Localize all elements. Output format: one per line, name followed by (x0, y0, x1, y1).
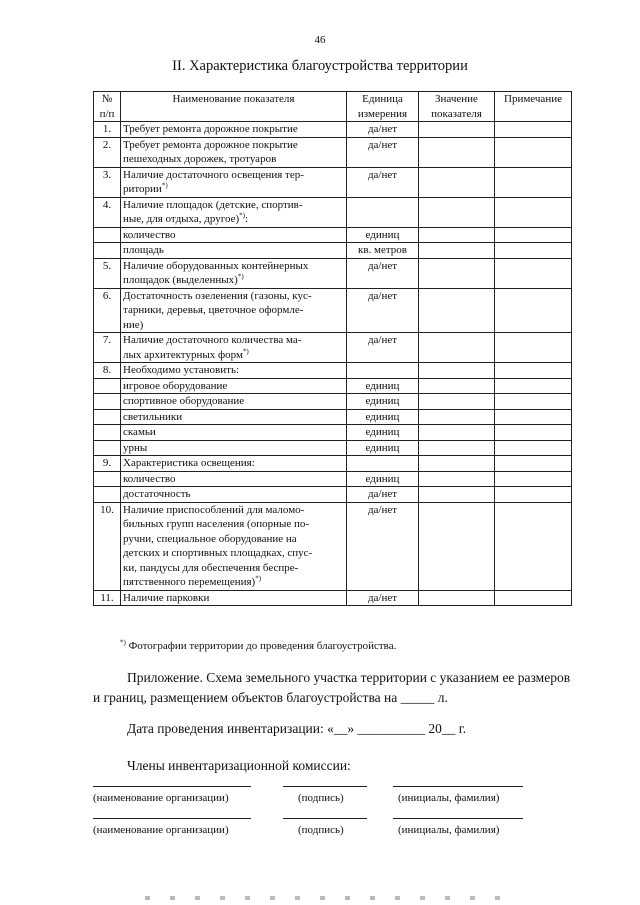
note-cell[interactable] (495, 440, 572, 456)
name-signature-line (393, 786, 523, 787)
unit-of-measure: да/нет (347, 122, 419, 138)
commission-members-label: Члены инвентаризационной комиссии: (127, 758, 351, 773)
row-number: 4. (94, 197, 121, 227)
table-row (94, 394, 572, 410)
note-cell[interactable] (495, 333, 572, 363)
unit-of-measure: единиц (347, 227, 419, 243)
signature-caption: (подпись) (298, 824, 344, 836)
header-note: Примечание (495, 92, 572, 122)
unit-of-measure: да/нет (347, 590, 419, 606)
value-cell[interactable] (419, 197, 495, 227)
table-row (94, 487, 572, 503)
header-number: № п/п (94, 92, 121, 122)
note-cell[interactable] (495, 456, 572, 472)
org-signature-line (93, 786, 251, 787)
value-cell[interactable] (419, 590, 495, 606)
header-unit: Единица измерения (347, 92, 419, 122)
page-number: 46 (314, 34, 326, 46)
value-cell[interactable] (419, 409, 495, 425)
indicator-name: игровое оборудование (121, 378, 347, 394)
note-cell[interactable] (495, 502, 572, 590)
table-row (94, 378, 572, 394)
unit-of-measure: да/нет (347, 333, 419, 363)
row-number: 9. (94, 456, 121, 472)
indicator-name: достаточность (121, 487, 347, 503)
value-cell[interactable] (419, 487, 495, 503)
note-cell[interactable] (495, 227, 572, 243)
signature-caption: (подпись) (298, 792, 344, 804)
table-row (94, 333, 572, 363)
signature-line (283, 786, 367, 787)
unit-of-measure: да/нет (347, 288, 419, 333)
indicator-name: Требует ремонта дорожное покрытие (121, 122, 347, 138)
table-row (94, 456, 572, 472)
value-cell[interactable] (419, 333, 495, 363)
indicator-name: Наличие достаточного освещения тер- ритории*) (121, 167, 347, 197)
indicator-name: Наличие парковки (121, 590, 347, 606)
unit-of-measure: единиц (347, 425, 419, 441)
unit-of-measure (347, 456, 419, 472)
value-cell[interactable] (419, 440, 495, 456)
row-number: 3. (94, 167, 121, 197)
indicator-name: спортивное оборудование (121, 394, 347, 410)
unit-of-measure: единиц (347, 471, 419, 487)
value-cell[interactable] (419, 471, 495, 487)
header-value: Значение показателя (419, 92, 495, 122)
row-number: 7. (94, 333, 121, 363)
value-cell[interactable] (419, 502, 495, 590)
unit-of-measure (347, 363, 419, 379)
row-number (94, 471, 121, 487)
indicator-name: Наличие площадок (детские, спортив- ные, для отдыха, другое)*): (121, 197, 347, 227)
value-cell[interactable] (419, 288, 495, 333)
note-cell[interactable] (495, 425, 572, 441)
row-number: 6. (94, 288, 121, 333)
org-caption: (наименование организации) (93, 824, 229, 836)
value-cell[interactable] (419, 394, 495, 410)
value-cell[interactable] (419, 456, 495, 472)
note-cell[interactable] (495, 394, 572, 410)
value-cell[interactable] (419, 243, 495, 259)
note-cell[interactable] (495, 137, 572, 167)
row-number (94, 394, 121, 410)
table-row (94, 425, 572, 441)
indicator-name: Требует ремонта дорожное покрытие пешеходных дорожек, тротуаров (121, 137, 347, 167)
table-header-row (94, 92, 572, 122)
org-caption: (наименование организации) (93, 792, 229, 804)
table-row (94, 590, 572, 606)
unit-of-measure: да/нет (347, 167, 419, 197)
indicator-name: скамьи (121, 425, 347, 441)
indicator-name: урны (121, 440, 347, 456)
page-title: II. Характеристика благоустройства территории (172, 58, 468, 74)
unit-of-measure: кв. метров (347, 243, 419, 259)
unit-of-measure: единиц (347, 394, 419, 410)
name-caption: (инициалы, фамилия) (398, 792, 500, 804)
table-row (94, 288, 572, 333)
row-number (94, 227, 121, 243)
inventory-date-line: Дата проведения инвентаризации: «__» __________ 20__ г. (127, 721, 467, 736)
row-number (94, 487, 121, 503)
table-row (94, 167, 572, 197)
indicator-name: количество (121, 227, 347, 243)
note-cell[interactable] (495, 378, 572, 394)
table-row (94, 122, 572, 138)
value-cell[interactable] (419, 227, 495, 243)
row-number: 1. (94, 122, 121, 138)
note-cell[interactable] (495, 409, 572, 425)
table-row (94, 258, 572, 288)
unit-of-measure: да/нет (347, 502, 419, 590)
unit-of-measure: единиц (347, 409, 419, 425)
row-number (94, 409, 121, 425)
footnote: *) Фотографии территории до проведения благоустройства. (120, 638, 397, 652)
note-cell[interactable] (495, 258, 572, 288)
unit-of-measure: единиц (347, 378, 419, 394)
unit-of-measure: единиц (347, 440, 419, 456)
appendix-note: Приложение. Схема земельного участка территории с указанием ее размеров и границ, размещением объектов благоустройства на _____ л. (93, 670, 571, 705)
unit-of-measure (347, 197, 419, 227)
note-cell[interactable] (495, 243, 572, 259)
indicator-name: Наличие оборудованных контейнерных площадок (выделенных)*) (121, 258, 347, 288)
unit-of-measure: да/нет (347, 258, 419, 288)
header-indicator-name: Наименование показателя (121, 92, 347, 122)
row-number: 5. (94, 258, 121, 288)
row-number: 11. (94, 590, 121, 606)
name-signature-line (393, 818, 523, 819)
note-cell[interactable] (495, 167, 572, 197)
table-row (94, 243, 572, 259)
note-cell[interactable] (495, 197, 572, 227)
unit-of-measure: да/нет (347, 137, 419, 167)
value-cell[interactable] (419, 137, 495, 167)
indicator-name: Наличие приспособлений для маломо- бильных групп населения (опорные по- ручни, специальное оборудование на детских и спортивных площадках, спус- ки, пандусы для обеспечения беспре- пятственного перемещения)*) (121, 502, 347, 590)
value-cell[interactable] (419, 378, 495, 394)
row-number: 10. (94, 502, 121, 590)
indicator-name: светильники (121, 409, 347, 425)
row-number: 8. (94, 363, 121, 379)
table-row (94, 440, 572, 456)
value-cell[interactable] (419, 122, 495, 138)
value-cell[interactable] (419, 258, 495, 288)
table-row (94, 502, 572, 590)
row-number (94, 378, 121, 394)
note-cell[interactable] (495, 487, 572, 503)
value-cell[interactable] (419, 425, 495, 441)
table-row (94, 137, 572, 167)
note-cell[interactable] (495, 288, 572, 333)
indicator-name: количество (121, 471, 347, 487)
note-cell[interactable] (495, 471, 572, 487)
table-row (94, 363, 572, 379)
table-row (94, 197, 572, 227)
indicator-name: Наличие достаточного количества ма- лых архитектурных форм*) (121, 333, 347, 363)
row-number: 2. (94, 137, 121, 167)
org-signature-line (93, 818, 251, 819)
value-cell[interactable] (419, 363, 495, 379)
name-caption: (инициалы, фамилия) (398, 824, 500, 836)
indicator-name: Достаточность озеленения (газоны, кус- тарники, деревья, цветочное оформле- ние) (121, 288, 347, 333)
indicator-name: Характеристика освещения: (121, 456, 347, 472)
indicator-name: Необходимо установить: (121, 363, 347, 379)
row-number (94, 425, 121, 441)
row-number (94, 440, 121, 456)
signature-line (283, 818, 367, 819)
note-cell[interactable] (495, 590, 572, 606)
table-row (94, 471, 572, 487)
value-cell[interactable] (419, 167, 495, 197)
indicator-name: площадь (121, 243, 347, 259)
table-row (94, 409, 572, 425)
row-number (94, 243, 121, 259)
note-cell[interactable] (495, 122, 572, 138)
table-row (94, 227, 572, 243)
territory-characteristics-table (93, 91, 572, 606)
unit-of-measure: да/нет (347, 487, 419, 503)
scan-edge-artifacts (145, 896, 505, 900)
note-cell[interactable] (495, 363, 572, 379)
